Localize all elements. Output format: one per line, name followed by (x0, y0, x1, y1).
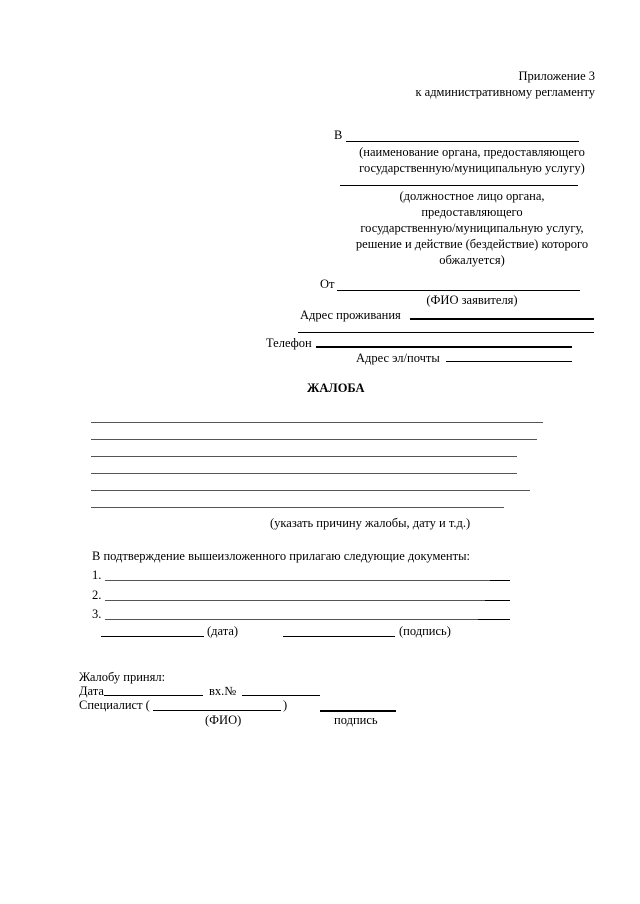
appendix-number: Приложение 3 (518, 69, 595, 83)
complaint-line-5 (91, 490, 530, 491)
attachment-line-1 (105, 580, 490, 581)
address-label: Адрес проживания (300, 308, 401, 322)
organ-note-line-2: государственную/муниципальную услугу) (359, 161, 585, 175)
specialist-name-line (153, 710, 281, 711)
applicant-name-line (337, 290, 580, 291)
phone-line (316, 346, 572, 348)
complaint-line-6 (91, 507, 504, 508)
appendix-subtitle: к административному регламенту (415, 85, 595, 99)
received-date-label: Дата (79, 684, 104, 698)
attachment-line-1-end (490, 580, 510, 581)
from-label: От (320, 277, 335, 291)
reason-note: (указать причину жалобы, дату и т.д.) (270, 516, 471, 530)
official-note-line-1: (должностное лицо органа, (399, 189, 545, 203)
complaint-title: ЖАЛОБА (307, 381, 365, 395)
complaint-line-2 (91, 439, 537, 440)
email-label: Адрес эл/почты (356, 351, 440, 365)
organ-note-line-1: (наименование органа, предоставляющего (359, 145, 585, 159)
specialist-close-paren: ) (283, 698, 288, 712)
incoming-number-line (242, 695, 320, 696)
attachments-intro: В подтверждение вышеизложенного прилагаю следующие документы: (92, 549, 470, 563)
date-signature-line (101, 636, 204, 637)
official-note-line-5: обжалуется) (439, 253, 505, 267)
official-note-line-3: государственную/муниципальную услугу, (360, 221, 584, 235)
applicant-fio-note: (ФИО заявителя) (426, 293, 518, 307)
official-note-line-4: решение и действие (бездействие) которого (355, 237, 589, 251)
attachment-line-3 (105, 619, 478, 620)
organ-name-line (346, 141, 579, 142)
phone-label: Телефон (266, 336, 312, 350)
specialist-fio-note: (ФИО) (205, 713, 242, 727)
attachment-number-1: 1. (92, 568, 102, 582)
address-line-2 (298, 332, 594, 333)
signature-note: (подпись) (399, 624, 451, 638)
official-line (340, 185, 578, 186)
incoming-number-label: вх.№ (209, 684, 237, 698)
email-line (446, 361, 572, 362)
attachment-line-2 (105, 600, 485, 601)
attachment-line-3-end (478, 619, 510, 620)
complaint-line-4 (91, 473, 517, 474)
received-date-line (104, 695, 203, 696)
complaint-line-3 (91, 456, 517, 457)
attachment-number-2: 2. (92, 588, 102, 602)
complaint-line-1 (91, 422, 543, 423)
specialist-signature-line (320, 710, 396, 712)
address-line-1 (410, 318, 594, 320)
official-note-line-2: предоставляющего (421, 205, 523, 219)
date-note: (дата) (207, 624, 239, 638)
received-label: Жалобу принял: (79, 670, 166, 684)
specialist-signature-note: подпись (334, 713, 378, 727)
specialist-label: Специалист ( (79, 698, 150, 712)
applicant-signature-line (283, 636, 395, 637)
addressee-prefix: В (334, 128, 343, 142)
attachment-line-2-end (485, 600, 510, 601)
attachment-number-3: 3. (92, 607, 102, 621)
